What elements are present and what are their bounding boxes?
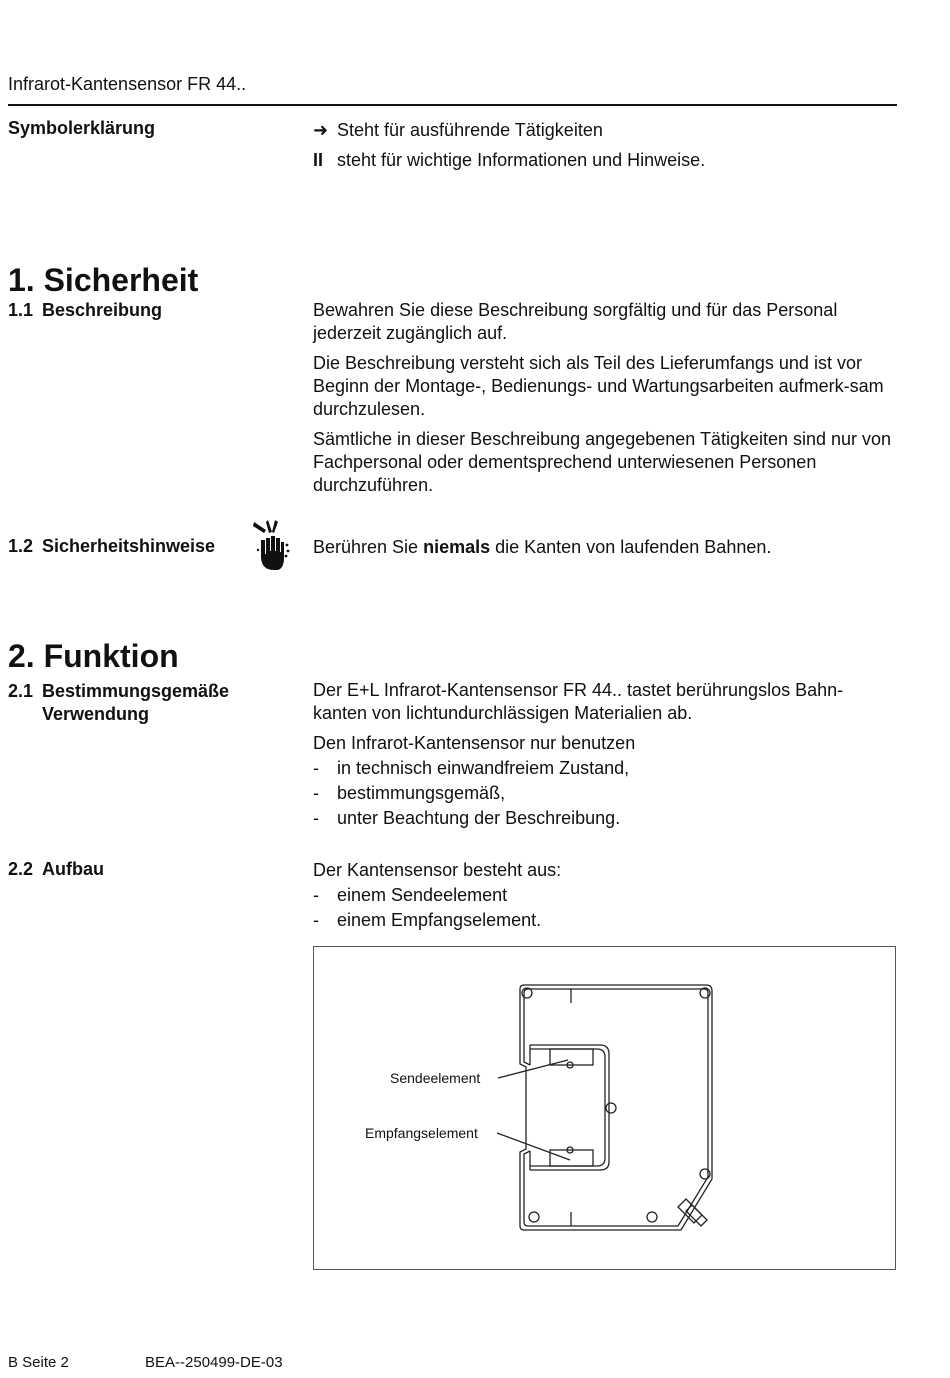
usage-list-intro: Den Infrarot-Kantensensor nur benutzen [313, 733, 636, 753]
list-item-text: in technisch einwandfreiem Zustand, [337, 758, 630, 778]
list-item-text: bestimmungsgemäß, [337, 783, 506, 803]
subsection-title-continued: Verwendung [42, 704, 150, 724]
paragraph: Die Beschreibung versteht sich als Teil des Lieferumfangs und ist vor Beginn der Montage-, Bedienungs- und Wartungsarbeiten aufmerk-sam durchzulesen. [313, 353, 884, 419]
list-item: - einem Empfangselement. [313, 910, 542, 930]
symbol-arrow-row [313, 119, 903, 142]
section-heading-safety: 1. Sicherheit [8, 262, 199, 298]
paragraph: Bewahren Sie diese Beschreibung sorgfältig und für das Personal jederzeit zugänglich auf. [313, 300, 838, 343]
subsection-2-2-heading [8, 859, 104, 880]
arrow-icon: ➜ [313, 120, 329, 140]
header-divider [8, 104, 897, 106]
list-item-text: einem Sendeelement [337, 885, 508, 905]
subsection-1-1-body [313, 299, 896, 504]
list-item-text: einem Empfangselement. [337, 910, 542, 930]
label-send-element: Sendeelement [390, 1070, 481, 1086]
footer-page-number: B Seite 2 [8, 1354, 69, 1371]
sensor-figure [313, 946, 896, 1270]
paragraph: Der E+L Infrarot-Kantensensor FR 44.. tastet berührungslos Bahn-kanten von lichtundurchlässigen Materialien ab. [313, 680, 844, 723]
subsection-1-1-heading [8, 300, 162, 321]
hand-warning-icon [252, 518, 290, 572]
subsection-2-1-body [313, 679, 896, 830]
subsection-1-2-body [313, 536, 903, 559]
document-title: Infrarot-Kantensensor FR 44.. [8, 74, 247, 94]
list-item: - bestimmungsgemäß, [313, 783, 506, 803]
structure-intro: Der Kantensensor besteht aus: [313, 860, 562, 880]
list-item: - einem Sendeelement [313, 885, 508, 905]
label-receive-element: Empfangselement [365, 1125, 478, 1141]
symbol-legend [313, 119, 903, 172]
list-item-text: unter Beachtung der Beschreibung. [337, 808, 621, 828]
warning-text-start: Berühren Sie [313, 537, 424, 557]
subsection-1-2-heading [8, 536, 215, 557]
footer-document-id: BEA--250499-DE-03 [145, 1354, 283, 1371]
list-item: - in technisch einwandfreiem Zustand, [313, 758, 630, 778]
symbol-info-row [313, 149, 903, 172]
subsection-title: Sicherheitshinweise [42, 536, 216, 556]
subsection-number: 2.2 [8, 859, 34, 879]
warning-text-end: die Kanten von laufenden Bahnen. [490, 537, 772, 557]
subsection-title: Bestimmungsgemäße [42, 681, 230, 701]
list-item: - unter Beachtung der Beschreibung. [313, 808, 621, 828]
subsection-title: Beschreibung [42, 300, 163, 320]
symbol-legend-heading: Symbolerklärung [8, 118, 156, 138]
subsection-2-1-heading [8, 680, 229, 726]
subsection-number: 2.1 [8, 681, 34, 701]
paragraph: Sämtliche in dieser Beschreibung angegebenen Tätigkeiten sind nur von Fachpersonal oder dementsprechend unterwiesenen Personen durchzuführen. [313, 429, 892, 495]
section-heading-function: 2. Funktion [8, 638, 179, 674]
subsection-2-2-body [313, 859, 903, 932]
symbol-info-text: steht für wichtige Informationen und Hinweise. [337, 150, 706, 170]
info-bars-icon: II [313, 150, 324, 170]
symbol-arrow-text: Steht für ausführende Tätigkeiten [337, 120, 603, 140]
sensor-drawing [314, 947, 895, 1269]
warning-emphasis: niemals [423, 537, 491, 557]
subsection-title: Aufbau [42, 859, 104, 879]
subsection-number: 1.1 [8, 300, 34, 320]
subsection-number: 1.2 [8, 536, 34, 556]
